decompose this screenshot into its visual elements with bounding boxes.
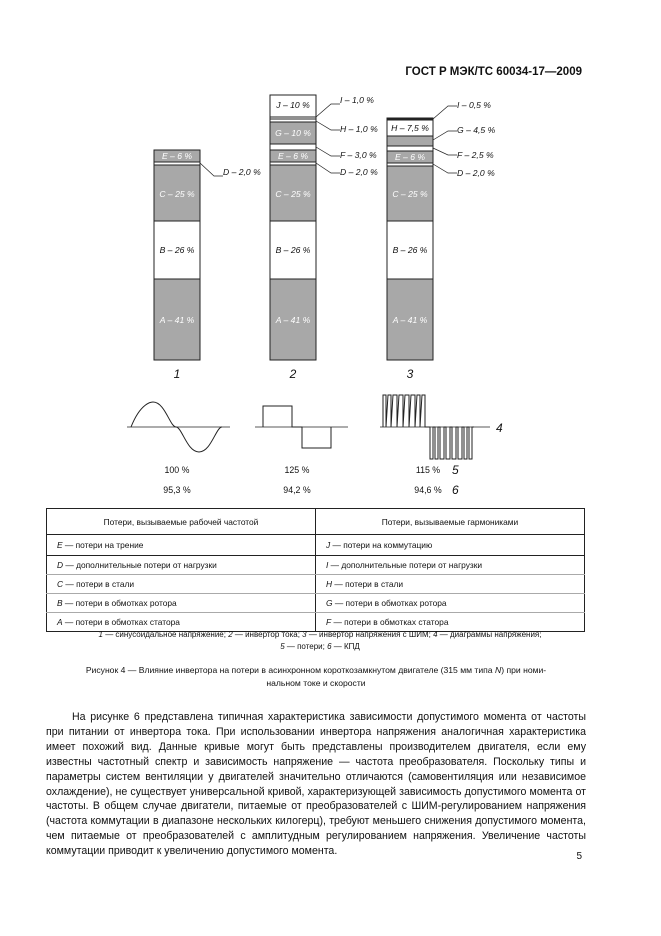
efficiency-row-number: 6: [452, 483, 459, 497]
bar-2: [270, 95, 378, 381]
bar2-label-e: E – 6 %: [277, 151, 309, 161]
bar3-side-g: G – 4,5 %: [457, 125, 496, 135]
bar3-label-a: A – 41 %: [392, 315, 428, 325]
bar3-side-f: F – 2,5 %: [457, 150, 494, 160]
bar3-label-b: B – 26 %: [392, 245, 428, 255]
figure-caption: Рисунок 4 — Влияние инвертора на потери в асинхронном короткозамкнутом двигателе (315 мм типа N) при номи- нальном токе и скорости: [85, 665, 547, 688]
bar-3: [387, 100, 496, 381]
bar2-side-d: D – 2,0 %: [340, 167, 378, 177]
waveform-square: [255, 406, 348, 448]
losses-row-number: 5: [452, 463, 459, 477]
table-row: D — дополнительные потери от нагрузки I — дополнительные потери от нагрузки: [47, 556, 585, 575]
table-row: C — потери в стали H — потери в стали: [47, 575, 585, 594]
efficiency-value-1: 95,3 %: [163, 485, 191, 495]
bar2-segment-f: [270, 144, 316, 150]
bar3-segment-g: [387, 136, 433, 146]
waveform-number: 4: [496, 421, 503, 435]
bar3-number: 3: [406, 367, 414, 381]
table-row: E — потери на трение J — потери на коммутацию: [47, 535, 585, 556]
bar2-side-h: H – 1,0 %: [340, 124, 378, 134]
bar2-label-g: G – 10 %: [275, 128, 311, 138]
losses-value-2: 125 %: [284, 465, 310, 475]
figure-notes: 1 — синусоидальное напряжение; 2 — инвертор тока; 3 — инвертор напряжения с ШИМ; 4 — диаграммы напряжения; 5 — потери; 6 — КПД: [98, 630, 542, 651]
bar1-label-b: B – 26 %: [159, 245, 195, 255]
losses-value-3: 115 %: [415, 465, 441, 475]
bar1-side-d: D – 2,0 %: [223, 167, 261, 177]
efficiency-value-3: 94,6 %: [414, 485, 442, 495]
bar3-side-i: I – 0,5 %: [457, 100, 491, 110]
bar1-label-c: C – 25 %: [159, 189, 195, 199]
bar-1: [154, 150, 261, 381]
bar1-number: 1: [173, 367, 181, 381]
bar3-label-h: H – 7,5 %: [391, 123, 429, 133]
bar2-label-c: C – 25 %: [275, 189, 311, 199]
losses-legend-table: [46, 508, 585, 632]
bar2-label-b: B – 26 %: [275, 245, 311, 255]
bar3-label-e: E – 6 %: [394, 152, 426, 162]
efficiency-value-2: 94,2 %: [283, 485, 311, 495]
waveform-pwm: [380, 395, 490, 459]
document-header: ГОСТ Р МЭК/ТС 60034-17—2009: [405, 66, 582, 78]
bar3-label-c: C – 25 %: [392, 189, 428, 199]
bar2-label-j: J – 10 %: [276, 100, 310, 110]
bar2-label-a: A – 41 %: [275, 315, 311, 325]
losses-value-1: 100 %: [164, 465, 190, 475]
waveform-sine: [127, 402, 230, 452]
table-row: B — потери в обмотках ротора G — потери в обмотках ротора: [47, 594, 585, 613]
bar3-segment-f: [387, 146, 433, 151]
bar1-label-a: A – 41 %: [159, 315, 195, 325]
legend-header-harmonics: Потери, вызываемые гармониками: [316, 509, 585, 535]
table-row: A — потери в обмотках статора F — потери в обмотках статора: [47, 613, 585, 632]
bar2-side-f: F – 3,0 %: [340, 150, 377, 160]
bar2-side-i: I – 1,0 %: [340, 95, 374, 105]
bar3-side-d: D – 2,0 %: [457, 168, 495, 178]
page-number: 5: [576, 851, 582, 862]
bar2-number: 2: [289, 367, 297, 381]
bar1-label-e: E – 6 %: [161, 151, 193, 161]
body-paragraph: На рисунке 6 представлена типичная характеристика зависимости допустимого момента от частоты при питании от инвертора тока. При использовании инвертора напряжения аналогичная характеристика имеет похожий вид. Данные кривые могут быть представлены производителем двигателя, если ему известны частотный спектр и зависимость напряжение — частота преобразователя. Поскольку типы и параметры систем вентиляции у двигателей значительно отличаются (самовентиляция или независимое охлаждение), не существует универсальной кривой, характеризующей зависимость допустимого момента от частоты. В общем случае двигатели, питаемые от преобразователей с ШИМ-регулированием напряжения (частота коммутации в диапазоне нескольких килогерц), требуют меньшего снижения допустимого момента, чем питаемые от преобразователей с амплитудным регулированием напряжения. Увеличение частоты коммутации приводит к увеличению допустимого момента.: [46, 711, 586, 858]
legend-header-fundamental: Потери, вызываемые рабочей частотой: [47, 509, 316, 535]
